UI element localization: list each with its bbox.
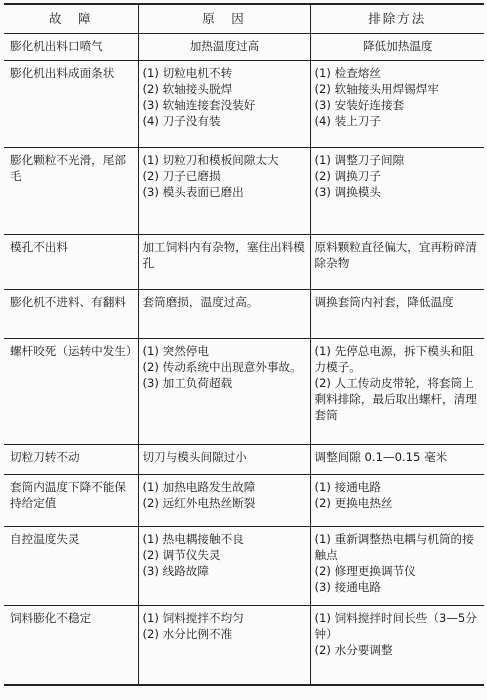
remedy-item: (1) 先停总电源，拆下模头和阻力模子。 bbox=[314, 344, 474, 374]
cause-cell bbox=[138, 148, 310, 235]
cause-cell bbox=[138, 339, 310, 445]
fault-cell: 饲料膨化不稳定 bbox=[4, 606, 138, 685]
remedy-cell bbox=[310, 606, 484, 685]
remedy-item: (2) 水分要调整 bbox=[314, 643, 393, 657]
table-row bbox=[4, 290, 484, 339]
remedy-item: (1) 调整刀子间隙 bbox=[314, 153, 405, 167]
cause-item: (2) 远红外电热丝断裂 bbox=[142, 496, 256, 510]
cause-item: (4) 刀子没有装 bbox=[142, 114, 221, 128]
remedy-item: 调整间隙 0.1—0.15 毫米 bbox=[314, 450, 448, 464]
cause-item: (2) 调节仪失灵 bbox=[142, 548, 221, 562]
cause-item: 切刀与模头间隙过小 bbox=[142, 450, 247, 464]
cause-item: 加热温度过高 bbox=[189, 39, 260, 53]
table-row bbox=[4, 475, 484, 527]
cause-item: 加工饲料内有杂物，塞住出料模孔 bbox=[142, 240, 305, 270]
remedy-item: (2) 修理更换调节仪 bbox=[314, 564, 416, 578]
table-row bbox=[4, 445, 484, 475]
table-row bbox=[4, 61, 484, 148]
cause-item: (1) 切粒电机不转 bbox=[142, 66, 233, 80]
cause-cell bbox=[138, 475, 310, 527]
table-body bbox=[4, 34, 484, 685]
fault-cell: 膨化颗粒不光滑，尾部毛 bbox=[4, 148, 138, 235]
header-cause: 原 因 bbox=[138, 4, 310, 34]
cause-item: (1) 热电耦接触不良 bbox=[142, 532, 244, 546]
remedy-item: (1) 接通电路 bbox=[314, 480, 381, 494]
table-row bbox=[4, 235, 484, 290]
remedy-item: (3) 安装好连接套 bbox=[314, 98, 405, 112]
cause-item: (1) 加热电路发生故障 bbox=[142, 480, 256, 494]
fault-cell: 套筒内温度下降不能保持给定值 bbox=[4, 475, 138, 527]
remedy-item: (2) 软轴接头用焊锡焊牢 bbox=[314, 82, 439, 96]
remedy-item: (4) 装上刀子 bbox=[314, 114, 381, 128]
remedy-cell bbox=[310, 445, 484, 475]
fault-cell: 膨化机不进料、有翻料 bbox=[4, 290, 138, 339]
cause-cell bbox=[138, 445, 310, 475]
table-header-row bbox=[4, 4, 484, 34]
remedy-cell bbox=[310, 34, 484, 61]
remedy-cell bbox=[310, 235, 484, 290]
table-row bbox=[4, 606, 484, 685]
remedy-cell bbox=[310, 475, 484, 527]
remedy-item: 调换套筒内衬套，降低温度 bbox=[314, 295, 454, 309]
remedy-item: (1) 检查熔丝 bbox=[314, 66, 381, 80]
header-remedy: 排除方法 bbox=[310, 4, 484, 34]
troubleshooting-table bbox=[4, 3, 484, 686]
remedy-cell bbox=[310, 339, 484, 445]
cause-cell bbox=[138, 61, 310, 148]
fault-cell: 膨化机出料口喷气 bbox=[4, 34, 138, 61]
cause-item: (1) 饲料搅拌不均匀 bbox=[142, 611, 244, 625]
table-row bbox=[4, 34, 484, 61]
fault-cell: 自控温度失灵 bbox=[4, 527, 138, 606]
table-row bbox=[4, 148, 484, 235]
fault-cell: 模孔不出料 bbox=[4, 235, 138, 290]
remedy-item: (1) 重新调整热电耦与机筒的接触点 bbox=[314, 532, 474, 562]
table-row bbox=[4, 527, 484, 606]
cause-item: (2) 刀子已磨损 bbox=[142, 169, 221, 183]
fault-cell: 螺杆咬死（运转中发生） bbox=[4, 339, 138, 445]
remedy-cell bbox=[310, 527, 484, 606]
cause-item: (3) 线路故障 bbox=[142, 564, 209, 578]
table-row bbox=[4, 339, 484, 445]
cause-item: (3) 软轴连接套没装好 bbox=[142, 98, 256, 112]
cause-cell bbox=[138, 235, 310, 290]
cause-cell bbox=[138, 527, 310, 606]
cause-item: (3) 加工负荷超载 bbox=[142, 376, 233, 390]
cause-item: (3) 模头表面已磨出 bbox=[142, 185, 244, 199]
remedy-item: (3) 接通电路 bbox=[314, 580, 381, 594]
remedy-item: 原料颗粒直径偏大，宜再粉碎清除杂物 bbox=[314, 240, 477, 270]
cause-item: 套筒磨损，温度过高。 bbox=[142, 295, 259, 309]
remedy-cell bbox=[310, 148, 484, 235]
remedy-item: (2) 调换刀子 bbox=[314, 169, 381, 183]
cause-item: (2) 传动系统中出现意外事故。 bbox=[142, 360, 302, 374]
cause-item: (2) 水分比例不准 bbox=[142, 627, 233, 641]
remedy-cell bbox=[310, 61, 484, 148]
remedy-item: 降低加热温度 bbox=[362, 39, 433, 53]
fault-cell: 切粒刀转不动 bbox=[4, 445, 138, 475]
cause-item: (2) 软轴接头脱焊 bbox=[142, 82, 233, 96]
remedy-item: (1) 饲料搅拌时间长些（3—5分钟） bbox=[314, 611, 477, 641]
remedy-item: (2) 人工传动皮带轮，将套筒上剩料排除，最后取出螺杆，清理套筒 bbox=[314, 376, 477, 422]
cause-cell bbox=[138, 290, 310, 339]
remedy-item: (3) 调换模头 bbox=[314, 185, 381, 199]
cause-cell bbox=[138, 34, 310, 61]
cause-item: (1) 切粒刀和模板间隙太大 bbox=[142, 153, 279, 167]
cause-cell bbox=[138, 606, 310, 685]
fault-cell: 膨化机出料成面条状 bbox=[4, 61, 138, 148]
header-fault: 故 障 bbox=[4, 4, 138, 34]
remedy-item: (2) 更换电热丝 bbox=[314, 496, 393, 510]
remedy-cell bbox=[310, 290, 484, 339]
cause-item: (1) 突然停电 bbox=[142, 344, 209, 358]
